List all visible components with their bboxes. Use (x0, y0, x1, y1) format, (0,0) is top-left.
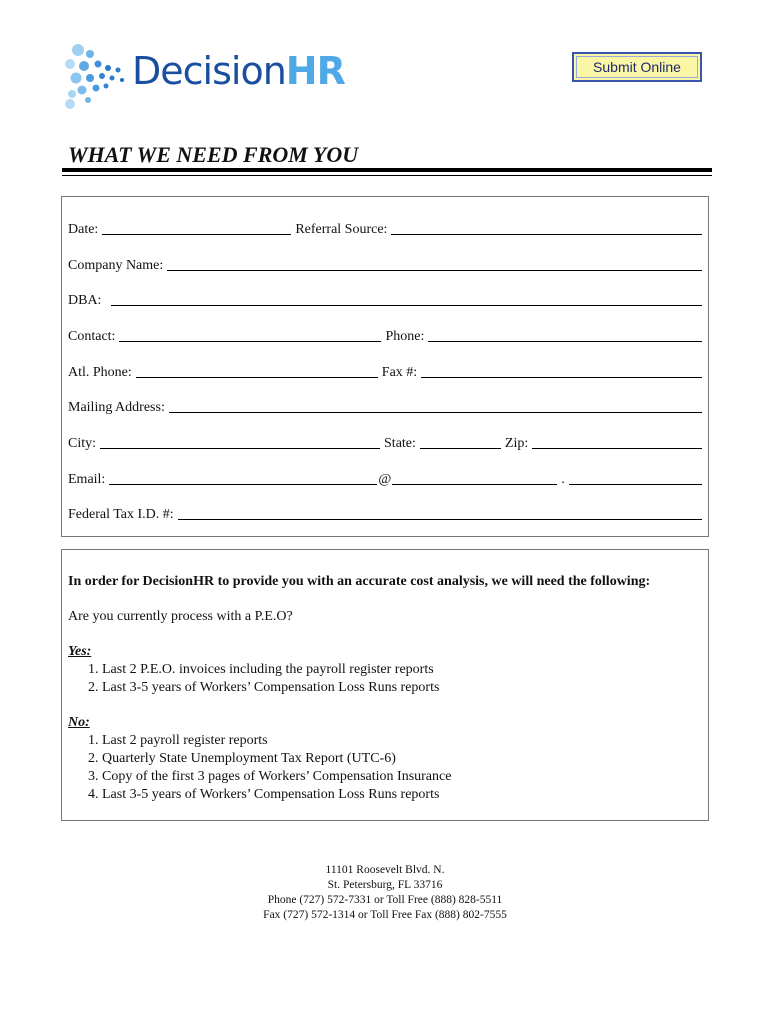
contact-field[interactable] (119, 327, 381, 342)
company-label: Company Name: (68, 258, 164, 273)
email-label: Email: (68, 472, 106, 487)
peo-question: Are you currently process with a P.E.O? (68, 609, 293, 624)
title-rule-thick (62, 168, 712, 172)
email-at-sign: @ (378, 472, 392, 487)
state-label: State: (384, 436, 416, 451)
dba-field[interactable] (111, 291, 702, 306)
form-row-email (68, 468, 702, 488)
alt-phone-label: Atl. Phone: (68, 365, 132, 380)
email-user-field[interactable] (109, 470, 377, 485)
alt-phone-field[interactable] (136, 363, 378, 378)
referral-field[interactable] (391, 220, 702, 235)
contact-label: Contact: (68, 329, 116, 344)
form-row-tax-id (68, 503, 702, 523)
referral-label: Referral Source: (295, 222, 388, 237)
city-field[interactable] (100, 434, 380, 449)
list-item: 2. Last 3-5 years of Workers’ Compensation Loss Runs reports (88, 680, 440, 695)
date-field[interactable] (102, 220, 291, 235)
form-row-dba (68, 289, 702, 309)
footer-city: St. Petersburg, FL 33716 (327, 879, 443, 891)
no-heading: No: (68, 715, 90, 730)
email-domain-field[interactable] (392, 470, 557, 485)
company-field[interactable] (167, 256, 702, 271)
state-field[interactable] (420, 434, 501, 449)
dba-label: DBA: (68, 293, 102, 308)
form-row-city (68, 432, 702, 452)
email-dot: . (561, 472, 565, 487)
zip-label: Zip: (504, 436, 529, 451)
city-label: City: (68, 436, 97, 451)
tax-id-label: Federal Tax I.D. #: (68, 507, 174, 522)
form-row-company (68, 254, 702, 274)
list-item: 2. Quarterly State Unemployment Tax Report (UTC-6) (88, 751, 396, 766)
form-row-alt-phone (68, 361, 702, 381)
dots-logo-icon (58, 42, 132, 112)
tax-id-field[interactable] (178, 505, 702, 520)
brand-wordmark: DecisionHR (132, 49, 345, 93)
footer-phone: Phone (727) 572-7331 or Toll Free (888) 828-5511 (267, 894, 503, 906)
requirements-intro: In order for DecisionHR to provide you with an accurate cost analysis, we will need the following: (68, 574, 651, 589)
form-row-contact (68, 325, 702, 345)
list-item: 4. Last 3-5 years of Workers’ Compensation Loss Runs reports (88, 787, 440, 802)
fax-label: Fax #: (381, 365, 418, 380)
mailing-label: Mailing Address: (68, 400, 165, 415)
fax-field[interactable] (421, 363, 702, 378)
list-item: 3. Copy of the first 3 pages of Workers’ Compensation Insurance (88, 769, 452, 784)
zip-field[interactable] (532, 434, 702, 449)
list-item: 1. Last 2 P.E.O. invoices including the payroll register reports (88, 662, 434, 677)
date-label: Date: (68, 222, 99, 237)
yes-heading: Yes: (68, 644, 92, 659)
page-title: WHAT WE NEED FROM YOU (68, 142, 359, 167)
mailing-field[interactable] (169, 398, 702, 413)
decisionhr-logo (58, 42, 358, 112)
footer-fax: Fax (727) 572-1314 or Toll Free Fax (888) 802-7555 (263, 909, 507, 921)
title-rule-thin (62, 175, 712, 176)
submit-online-button[interactable]: Submit Online (572, 52, 702, 82)
list-item: 1. Last 2 payroll register reports (88, 733, 268, 748)
form-row-mailing (68, 396, 702, 416)
phone-label: Phone: (385, 329, 425, 344)
form-row-date (68, 218, 702, 238)
email-tld-field[interactable] (569, 470, 702, 485)
footer-street: 11101 Roosevelt Blvd. N. (325, 864, 445, 876)
phone-field[interactable] (428, 327, 702, 342)
